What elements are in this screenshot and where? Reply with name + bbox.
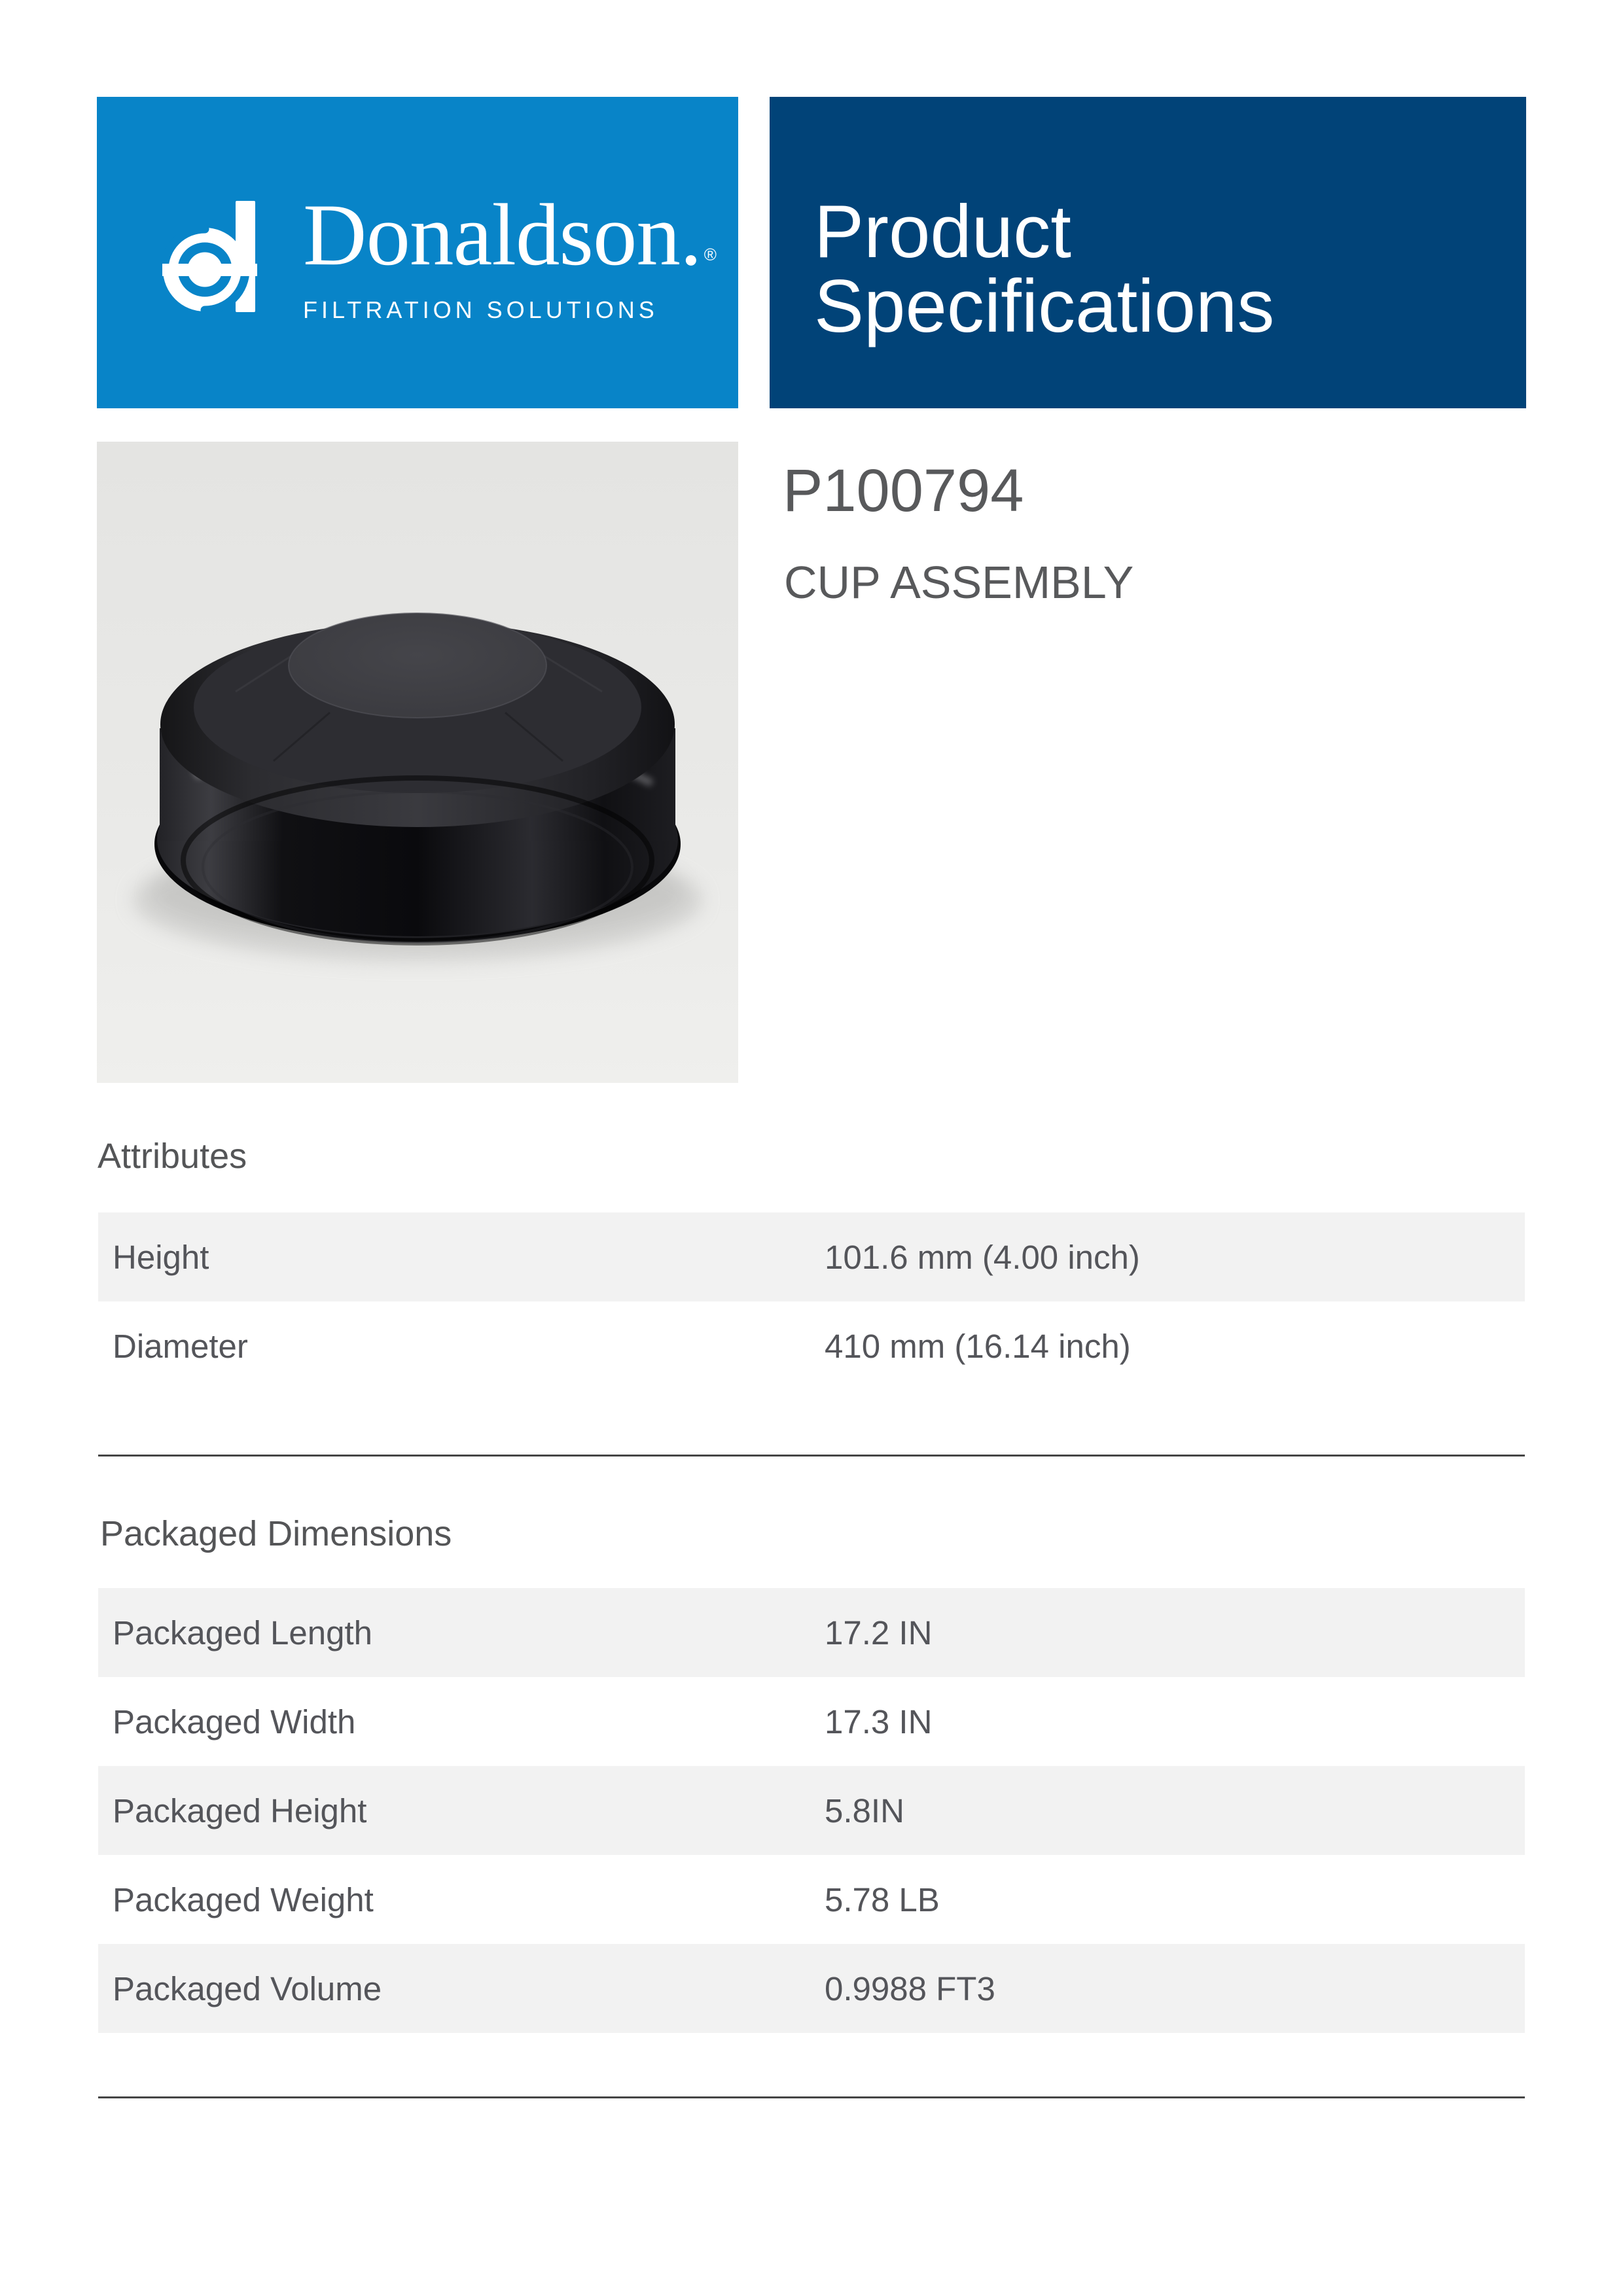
logo-text-block	[303, 186, 716, 324]
attribute-label: Packaged Height	[113, 1792, 367, 1829]
table-row	[98, 1212, 1525, 1301]
cup-assembly-image	[97, 442, 738, 1083]
section-divider	[98, 1455, 1525, 1457]
attribute-value: 410 mm (16.14 inch)	[825, 1327, 1131, 1365]
brand-wordmark: Donaldson. ®	[303, 186, 716, 284]
packaged-dimensions-heading: Packaged Dimensions	[100, 1514, 452, 1553]
attribute-label: Packaged Width	[113, 1703, 356, 1740]
page-title: Product Specifications	[814, 190, 1275, 348]
donaldson-d-swirl-icon	[162, 201, 257, 313]
attribute-value: 5.78 LB	[825, 1881, 940, 1918]
attribute-value: 0.9988 FT3	[825, 1969, 995, 2007]
part-number: P100794	[783, 457, 1024, 524]
table-row	[98, 1766, 1525, 1855]
attribute-label: Diameter	[113, 1327, 248, 1365]
attributes-table	[98, 1212, 1525, 1390]
attribute-value: 17.3 IN	[825, 1703, 933, 1740]
packaged-dimensions-table	[98, 1588, 1525, 2033]
donaldson-logo	[162, 186, 716, 324]
table-row	[98, 1855, 1525, 1944]
attribute-label: Height	[113, 1238, 209, 1276]
attributes-heading: Attributes	[98, 1137, 247, 1176]
attribute-label: Packaged Weight	[113, 1881, 374, 1918]
attribute-label: Packaged Length	[113, 1614, 372, 1651]
product-name: CUP ASSEMBLY	[784, 557, 1134, 608]
brand-tagline: FILTRATION SOLUTIONS	[303, 296, 658, 323]
attribute-value: 17.2 IN	[825, 1614, 933, 1651]
table-row	[98, 1677, 1525, 1766]
table-row	[98, 1944, 1525, 2033]
product-photo	[97, 442, 738, 1083]
product-specifications-banner	[770, 97, 1526, 408]
attribute-value: 101.6 mm (4.00 inch)	[825, 1238, 1140, 1276]
table-row	[98, 1301, 1525, 1390]
attribute-value: 5.8IN	[825, 1792, 904, 1829]
registered-mark: ®	[704, 244, 716, 264]
table-row	[98, 1588, 1525, 1677]
donaldson-logo-panel	[97, 97, 738, 408]
section-divider	[98, 2096, 1525, 2098]
attribute-label: Packaged Volume	[113, 1969, 382, 2007]
